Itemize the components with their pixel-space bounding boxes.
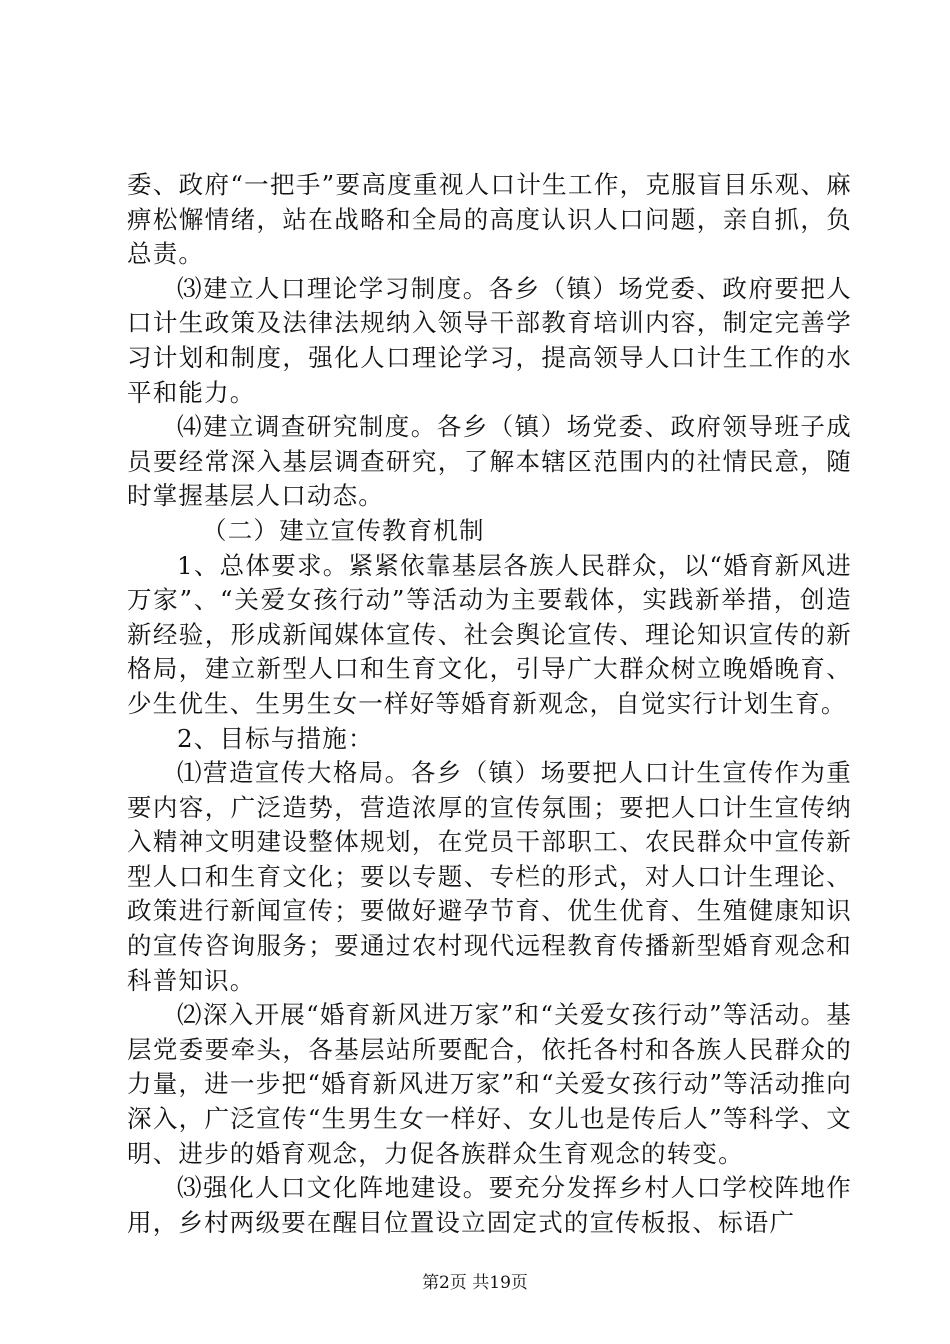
paragraph-theory-study: ⑶建立人口理论学习制度。各乡（镇）场党委、政府要把人口计生政策及法律法规纳入领导干部教育培训内容，制定完善学习计划和制度，强化人口理论学习，提高领导人口计生工作的水平和能力。 (127, 273, 852, 407)
paragraph-general-requirements: 1、总体要求。紧紧依靠基层各族人民群众，以“婚育新风进万家”、“关爱女孩行动”等活动为主要载体，实践新举措，创造新经验，形成新闻媒体宣传、社会舆论宣传、理论知识宣传的新格局，建立新型人口和生育文化，引导广大群众树立晚婚晚育、少生优生、生男生女一样好等婚育新观念，自觉实行计划生育。 (127, 550, 852, 718)
paragraph-goals-heading: 2、目标与措施： (177, 723, 374, 753)
section-heading: （二）建立宣传教育机制 (202, 515, 485, 545)
page-number-footer: 第2页 共19页 (422, 1273, 528, 1293)
paragraph-continuation: 委、政府“一把手”要高度重视人口计生工作，克服盲目乐观、麻痹松懈情绪，站在战略和全局的高度认识人口问题，亲自抓，负总责。 (127, 170, 852, 269)
paragraph-culture-position: ⑶强化人口文化阵地建设。要充分发挥乡村人口学校阵地作用，乡村两级要在醒目位置设立固定式的宣传板报、标语广 (127, 1173, 852, 1237)
paragraph-activities: ⑵深入开展“婚育新风进万家”和“关爱女孩行动”等活动。基层党委要牵头，各基层站所要配合，依托各村和各族人民群众的力量，进一步把“婚育新风进万家”和“关爱女孩行动”等活动推向深入，广泛宣传“生男生女一样好、女儿也是传后人”等科学、文明、进步的婚育观念，力促各族群众生育观念的转变。 (127, 1000, 852, 1168)
document-body (127, 168, 852, 1240)
paragraph-publicity-pattern: ⑴营造宣传大格局。各乡（镇）场要把人口计生宣传作为重要内容，广泛造势，营造浓厚的宣传氛围；要把人口计生宣传纳入精神文明建设整体规划，在党员干部职工、农民群众中宣传新型人口和生育文化；要以专题、专栏的形式，对人口计生理论、政策进行新闻宣传；要做好避孕节育、优生优育、生殖健康知识的宣传咨询服务；要通过农村现代远程教育传播新型婚育观念和科普知识。 (127, 758, 852, 995)
paragraph-investigation: ⑷建立调查研究制度。各乡（镇）场党委、政府领导班子成员要经常深入基层调查研究，了解本辖区范围内的社情民意，随时掌握基层人口动态。 (127, 412, 852, 511)
